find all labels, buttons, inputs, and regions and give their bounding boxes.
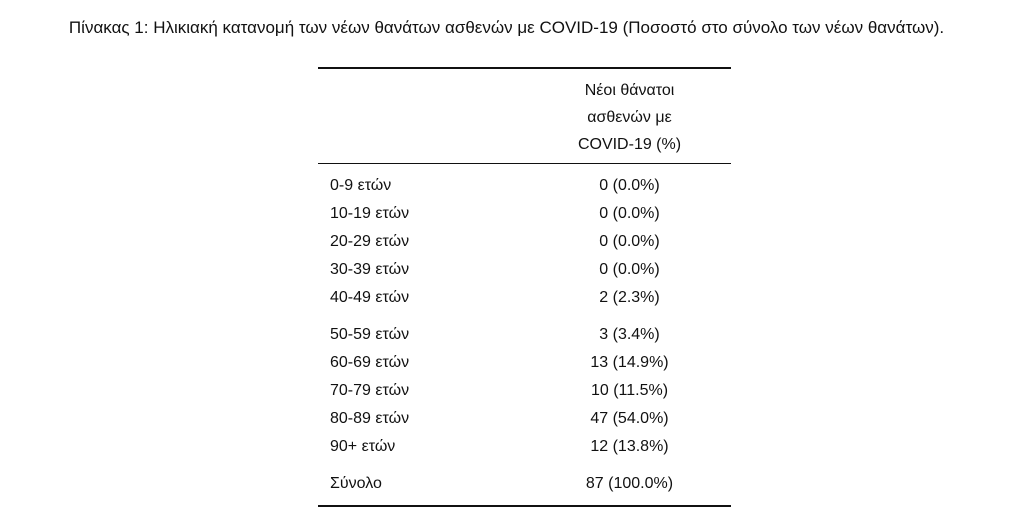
row-value: 0 (0.0%) <box>599 261 660 278</box>
table-row <box>318 284 731 312</box>
row-label: 50-59 ετών <box>330 326 410 343</box>
row-value: 13 (14.9%) <box>590 354 669 371</box>
total-label: Σύνολο <box>330 475 382 492</box>
row-label: 60-69 ετών <box>330 354 410 371</box>
table-row <box>318 377 731 405</box>
header-line: COVID-19 (%) <box>577 136 682 153</box>
table-header <box>318 69 731 163</box>
table-row <box>318 228 731 256</box>
row-value: 10 (11.5%) <box>590 382 669 399</box>
row-value: 3 (3.4%) <box>599 326 660 343</box>
row-value: 0 (0.0%) <box>599 233 660 250</box>
table-row <box>318 321 731 349</box>
row-label: 10-19 ετών <box>330 205 410 222</box>
row-group <box>318 172 731 312</box>
header-label-cell <box>318 69 528 163</box>
row-label: 0-9 ετών <box>330 177 392 194</box>
header-line: ασθενών με <box>587 109 672 126</box>
total-row <box>318 470 731 498</box>
table-row <box>318 256 731 284</box>
table-row <box>318 433 731 461</box>
row-value: 12 (13.8%) <box>590 438 669 455</box>
age-distribution-table <box>318 67 731 507</box>
table-row <box>318 349 731 377</box>
row-label: 70-79 ετών <box>330 382 410 399</box>
row-label: 40-49 ετών <box>330 289 410 306</box>
row-label: 20-29 ετών <box>330 233 410 250</box>
row-value: 2 (2.3%) <box>599 289 660 306</box>
header-line: Νέοι θάνατοι <box>584 82 675 99</box>
total-value: 87 (100.0%) <box>585 475 674 492</box>
row-value: 0 (0.0%) <box>599 177 660 194</box>
row-group <box>318 321 731 461</box>
table-row <box>318 200 731 228</box>
row-label: 90+ ετών <box>330 438 396 455</box>
table-row <box>318 172 731 200</box>
table-body <box>318 164 731 505</box>
bottom-rule <box>318 505 731 507</box>
row-label: 30-39 ετών <box>330 261 410 278</box>
header-value-cell <box>528 69 731 163</box>
row-value: 0 (0.0%) <box>599 205 660 222</box>
table-caption: Πίνακας 1: Ηλικιακή κατανομή των νέων θανάτων ασθενών με COVID-19 (Ποσοστό στο σύνολο των νέων θανάτων). <box>68 18 945 37</box>
row-label: 80-89 ετών <box>330 410 410 427</box>
total-group <box>318 470 731 498</box>
table-row <box>318 405 731 433</box>
row-value: 47 (54.0%) <box>590 410 669 427</box>
